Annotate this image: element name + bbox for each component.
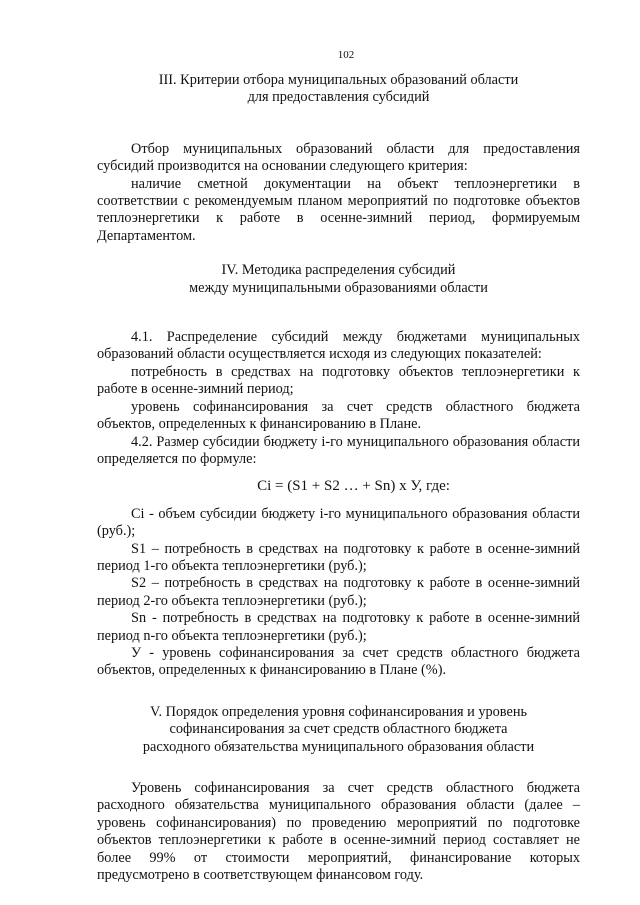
section-4-paragraph: 4.2. Размер субсидии бюджету i-го муниципального образования области определяется по формуле: (97, 433, 580, 467)
section-4-heading-line-2: между муниципальными образованиями области (189, 279, 488, 296)
section-3-heading-line-1: III. Критерии отбора муниципальных образований области (158, 72, 519, 88)
section-5-heading-line-2: софинансирования за счет средств областного бюджета (169, 721, 508, 738)
formula-definition: Sn - потребность в средствах на подготовку к работе в осенне-зимний период n-го объекта теплоэнергетики (руб.); (97, 610, 580, 644)
formula-definition: У - уровень софинансирования за счет средств областного бюджета объектов, определенных к финансированию в Плане (%). (97, 644, 580, 679)
section-5-paragraph: Уровень софинансирования за счет средств областного бюджета расходного обязательства муниципального образования области (далее – уровень софинансирования) по проведению мероприятий по подготовке объектов теплоэнергетики к работе в осенне-зимний период составляет не более 99% от стоимости мероприятий, финансирование которых предусмотрено в соответствующем финансовом году. (97, 780, 580, 884)
section-4 (97, 262, 580, 680)
section-5-heading-line-1: V. Порядок определения уровня софинансирования и уровень (150, 703, 527, 720)
section-3 (97, 72, 580, 245)
document-body (97, 72, 580, 884)
section-5-heading-line-3: расходного обязательства муниципального образования области (142, 738, 535, 755)
section-4-paragraph: потребность в средствах на подготовку объектов теплоэнергетики к работе в осенне-зимний период; (97, 363, 580, 398)
section-4-paragraph: уровень софинансирования за счет средств областного бюджета объектов, определенных к финансированию в Плане. (97, 398, 580, 433)
formula-definition: S1 – потребность в средствах на подготовку к работе в осенне-зимний период 1-го объекта теплоэнергетики (руб.); (97, 540, 580, 574)
section-3-paragraph: наличие сметной документации на объект теплоэнергетики в соответствии с рекомендуемым планом мероприятий по подготовке объектов теплоэнергетики к работе в осенне-зимний период, формируемым Департаментом. (97, 175, 580, 244)
formula-definition: S2 – потребность в средствах на подготовку к работе в осенне-зимний период 2-го объекта теплоэнергетики (руб.); (97, 575, 580, 609)
subsidy-formula: Ci = (S1 + S2 … + Sn) x У, где: (257, 478, 450, 495)
section-3-paragraph: Отбор муниципальных образований области для предоставления субсидий производится на основании следующего критерия: (97, 140, 580, 175)
section-5 (97, 704, 580, 885)
section-3-heading-line-2: для предоставления субсидий (247, 89, 430, 106)
section-4-paragraph: 4.1. Распределение субсидий между бюджетами муниципальных образований области осуществляется исходя из следующих показателей: (97, 329, 580, 363)
formula-definition: Ci - объем субсидии бюджету i-го муниципального образования области (руб.); (97, 505, 580, 540)
section-4-heading-line-1: IV. Методика распределения субсидий (221, 262, 456, 279)
page-number: 102 (337, 49, 355, 61)
